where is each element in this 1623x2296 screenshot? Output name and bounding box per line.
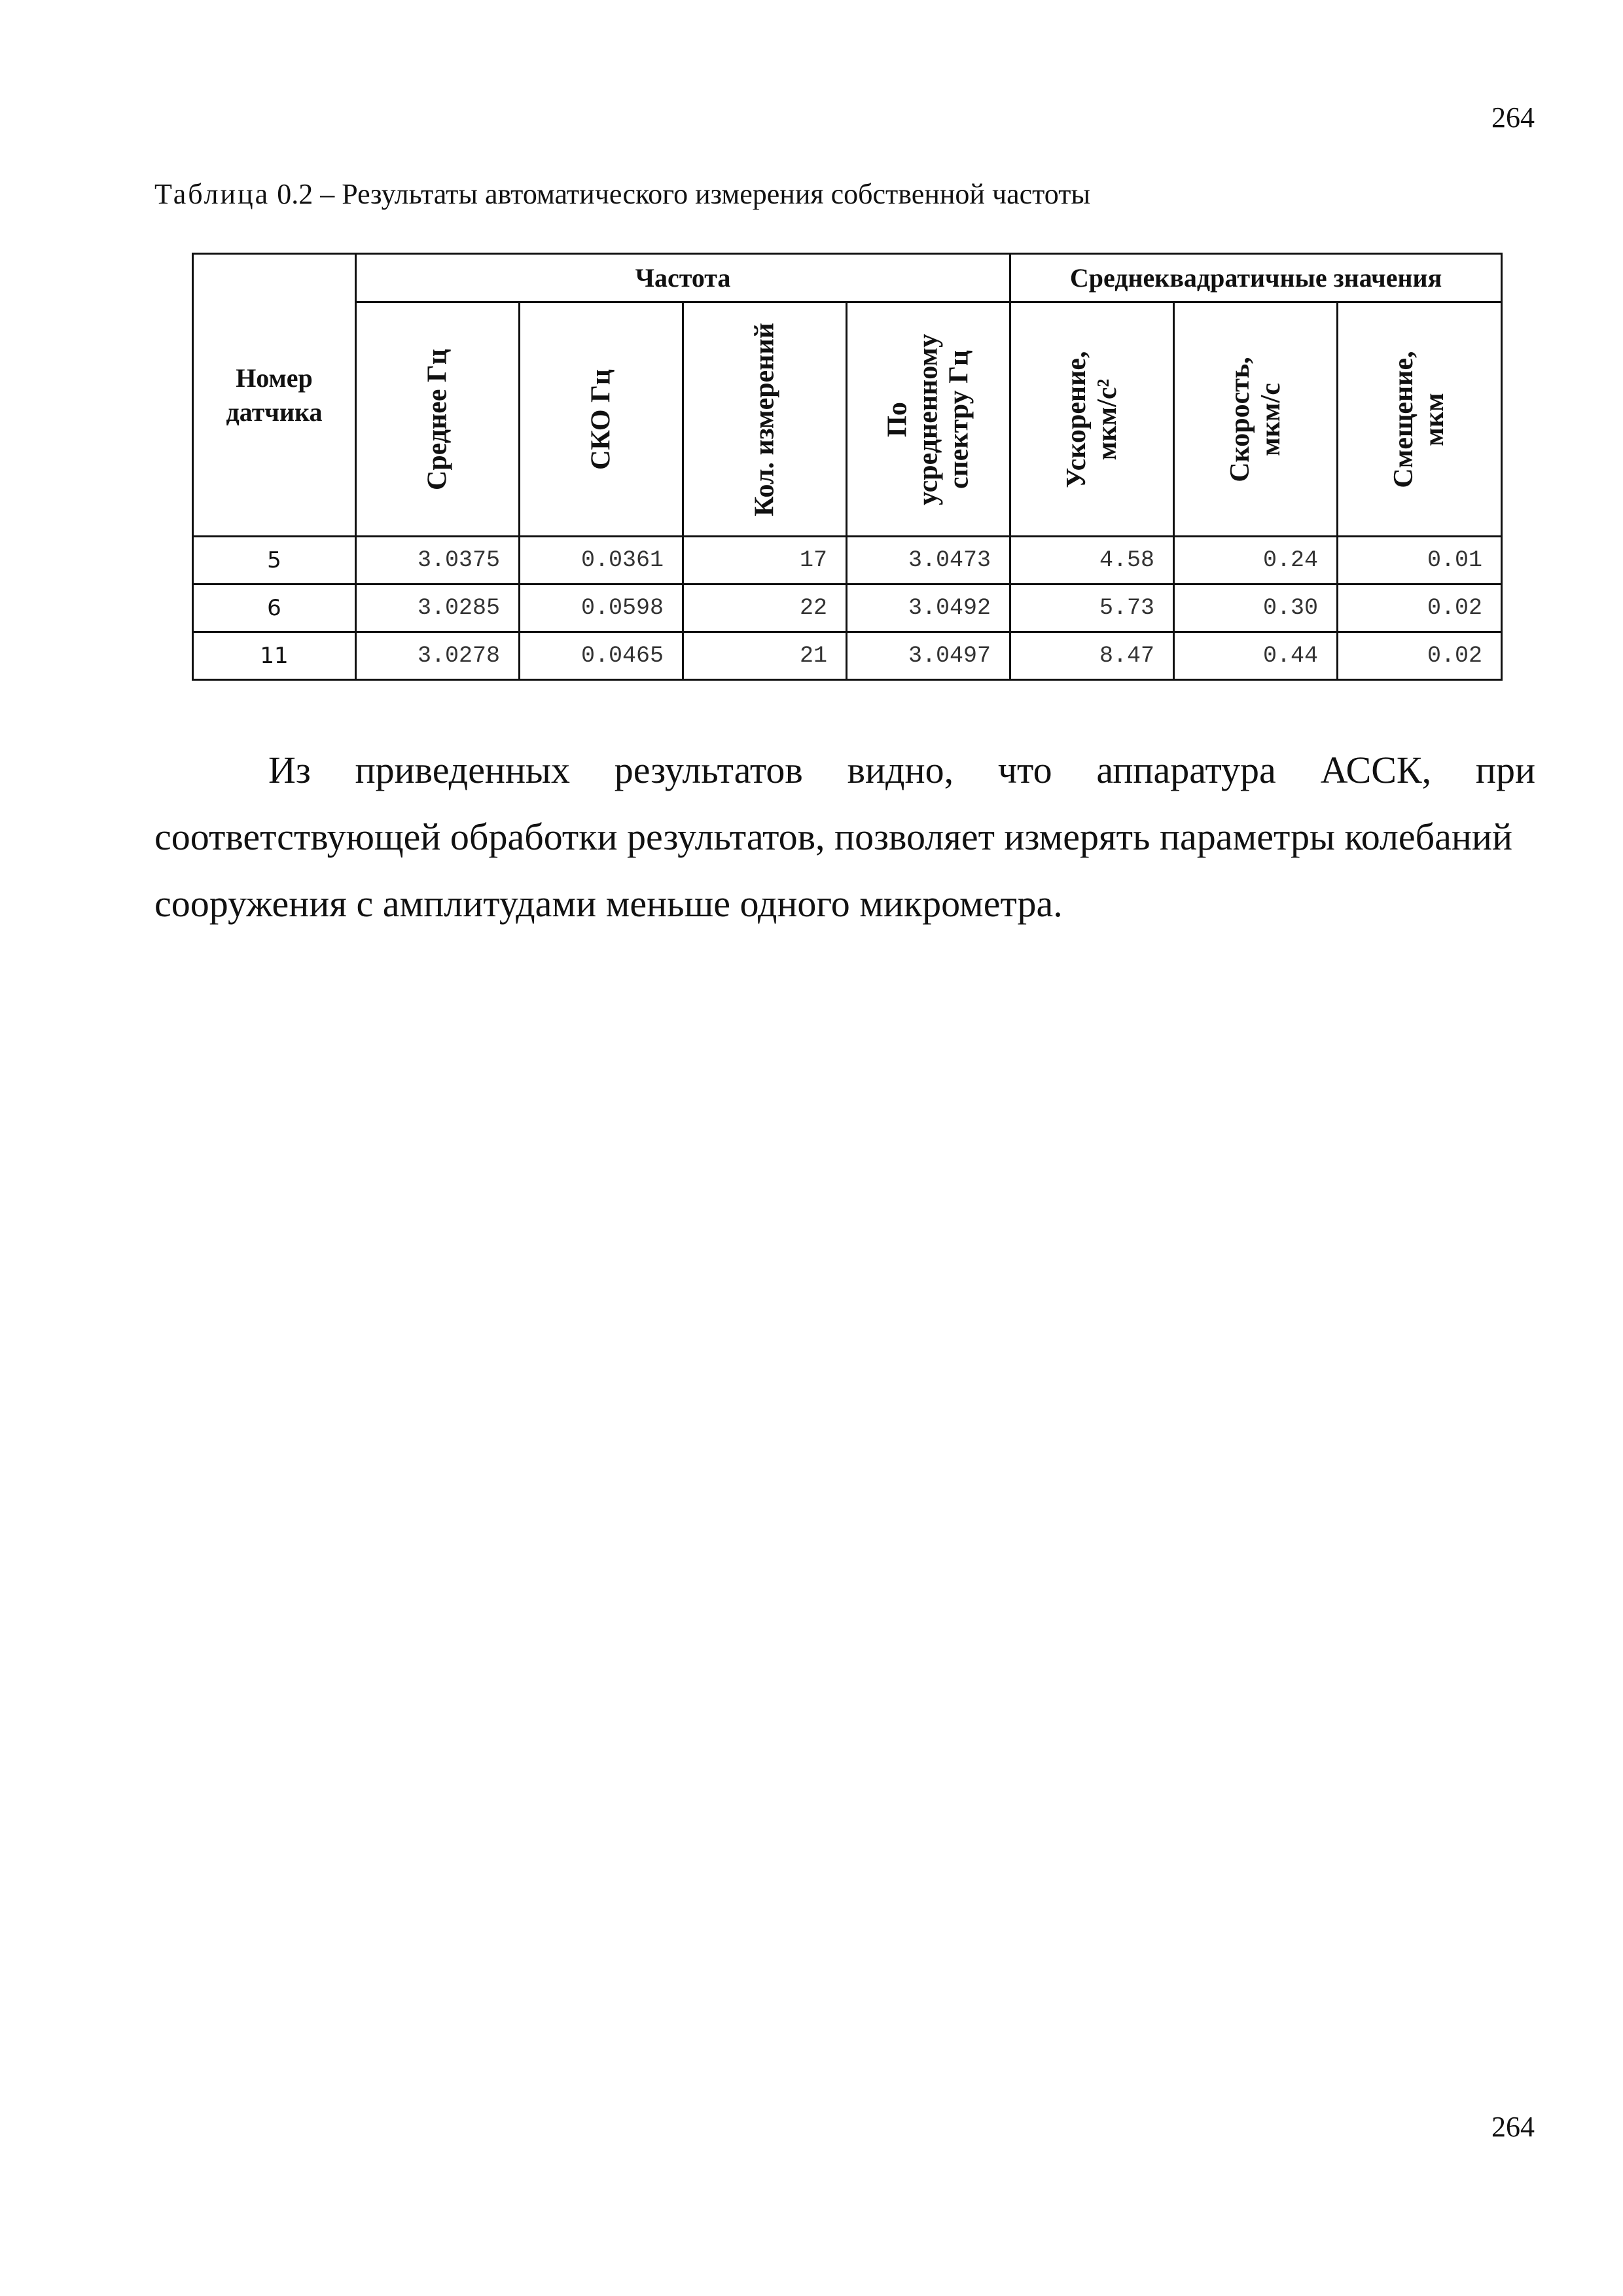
acceleration-cell: 5.73 [1010,584,1174,632]
caption-label: Таблица [154,178,270,210]
rms-group-header: Среднеквадратичные значения [1010,254,1502,302]
sensor-number-cell: 6 [193,584,356,632]
sensor-number-header: Номер датчика [193,254,356,537]
acceleration-cell: 4.58 [1010,537,1174,584]
displacement-cell: 0.02 [1338,632,1502,680]
spectrum-cell: 3.0473 [847,537,1010,584]
paragraph-line-2: соответствующей обработки результатов, позволяет измерять параметры колебаний [154,816,1513,858]
displacement-cell: 0.01 [1338,537,1502,584]
averaged-spectrum-header: По усредненному спектру Гц [847,302,1010,537]
count-cell: 21 [683,632,847,680]
spectrum-cell: 3.0497 [847,632,1010,680]
sko-hz-header: СКО Гц [520,302,683,537]
count-cell: 17 [683,537,847,584]
mean-cell: 3.0375 [356,537,520,584]
sensor-number-cell: 11 [193,632,356,680]
sko-cell: 0.0465 [520,632,683,680]
table-row [193,537,1502,584]
velocity-header: Скорость, мкм/с [1174,302,1338,537]
sensor-number-cell: 5 [193,537,356,584]
paragraph-line-3: сооружения с амплитудами меньше одного микрометра. [154,882,1063,925]
acceleration-header: Ускорение, мкм/с² [1010,302,1174,537]
acceleration-cell: 8.47 [1010,632,1174,680]
mean-hz-header: Среднее Гц [356,302,520,537]
measurement-count-header: Кол. измерений [683,302,847,537]
table-row [193,632,1502,680]
sko-cell: 0.0361 [520,537,683,584]
velocity-cell: 0.30 [1174,584,1338,632]
displacement-cell: 0.02 [1338,584,1502,632]
table-caption [154,180,1090,209]
displacement-header: Смещение, мкм [1338,302,1502,537]
mean-cell: 3.0278 [356,632,520,680]
caption-text: 0.2 – Результаты автоматического измерения собственной частоты [270,178,1091,210]
frequency-group-header: Частота [356,254,1010,302]
velocity-cell: 0.24 [1174,537,1338,584]
paragraph-line-1: Из приведенных результатов видно, что аппаратура АССК, при [268,749,1535,791]
page-number-top: 264 [1491,101,1535,134]
count-cell: 22 [683,584,847,632]
results-table [192,253,1503,681]
velocity-cell: 0.44 [1174,632,1338,680]
mean-cell: 3.0285 [356,584,520,632]
table-row [193,584,1502,632]
page-number-bottom: 264 [1491,2111,1535,2143]
spectrum-cell: 3.0492 [847,584,1010,632]
sko-cell: 0.0598 [520,584,683,632]
